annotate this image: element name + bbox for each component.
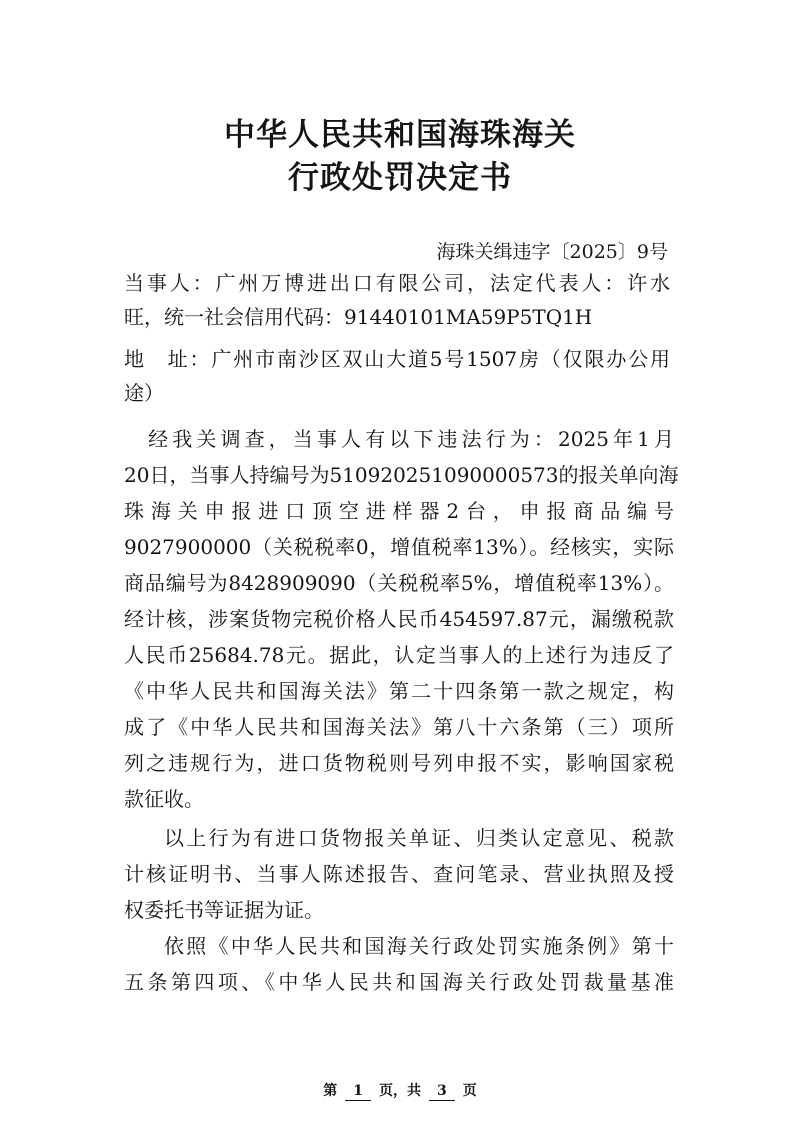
paragraph-line: 商品编号为8428909090（关税税率5%，增值税率13%）。 bbox=[124, 571, 674, 595]
paragraph-line: 列之违规行为，进口货物税则号列申报不实，影响国家税 bbox=[124, 751, 674, 775]
paragraph-evidence bbox=[124, 820, 674, 928]
document-title-line1: 中华人民共和国海珠海关 bbox=[224, 117, 576, 153]
paragraph-line: 经计核，涉案货物完税价格人民币454597.87元，漏缴税款 bbox=[124, 607, 674, 631]
paragraph-line: 成了《中华人民共和国海关法》第八十六条第（三）项所 bbox=[124, 715, 674, 739]
paragraph-line: 20日，当事人持编号为510920251090000573的报关单向海 bbox=[124, 463, 679, 487]
paragraph-line: 五条第四项、《中华人民共和国海关行政处罚裁量基准 bbox=[124, 970, 674, 994]
document-number: 海珠关缉违字〔2025〕9号 bbox=[436, 241, 668, 263]
current-page-number: 1 bbox=[345, 1083, 371, 1101]
total-pages-number: 3 bbox=[429, 1083, 455, 1101]
party-line: 当事人：广州万博进出口有限公司，法定代表人：许水 bbox=[124, 271, 670, 295]
paragraph-line: 《中华人民共和国海关法》第二十四条第一款之规定，构 bbox=[124, 679, 674, 703]
paragraph-line: 权委托书等证据为证。 bbox=[124, 898, 324, 922]
paragraph-line: 依照《中华人民共和国海关行政处罚实施条例》第十 bbox=[164, 934, 674, 958]
paragraph-line: 以上行为有进口货物报关单证、归类认定意见、税款 bbox=[164, 826, 674, 850]
address-line: 途） bbox=[124, 381, 164, 405]
paragraph-line: 人民币25684.78元。据此，认定当事人的上述行为违反了 bbox=[124, 643, 674, 667]
party-line: 旺，统一社会信用代码：91440101MA59P5TQ1H bbox=[124, 305, 593, 329]
page-footer bbox=[0, 1080, 800, 1102]
footer-middle: 页，共 bbox=[379, 1083, 421, 1099]
address-info bbox=[124, 342, 670, 410]
document-title-line2: 行政处罚决定书 bbox=[288, 160, 512, 196]
paragraph-line: 珠海关申报进口顶空进样器2台，申报商品编号 bbox=[124, 499, 674, 523]
paragraph-line: 经我关调查，当事人有以下违法行为：2025年1月 bbox=[124, 427, 674, 451]
paragraph-line: 9027900000（关税税率0，增值税率13%）。经核实，实际 bbox=[124, 535, 674, 559]
paragraph-line: 计核证明书、当事人陈述报告、查问笔录、营业执照及授 bbox=[124, 862, 674, 886]
party-info bbox=[124, 266, 670, 334]
footer-suffix: 页 bbox=[462, 1083, 477, 1099]
footer-prefix: 第 bbox=[323, 1083, 338, 1099]
paragraph-legal-basis bbox=[124, 928, 674, 1000]
paragraph-violation-facts bbox=[124, 421, 679, 817]
address-line: 地 址：广州市南沙区双山大道5号1507房（仅限办公用 bbox=[124, 347, 670, 371]
paragraph-line: 款征收。 bbox=[124, 787, 204, 811]
